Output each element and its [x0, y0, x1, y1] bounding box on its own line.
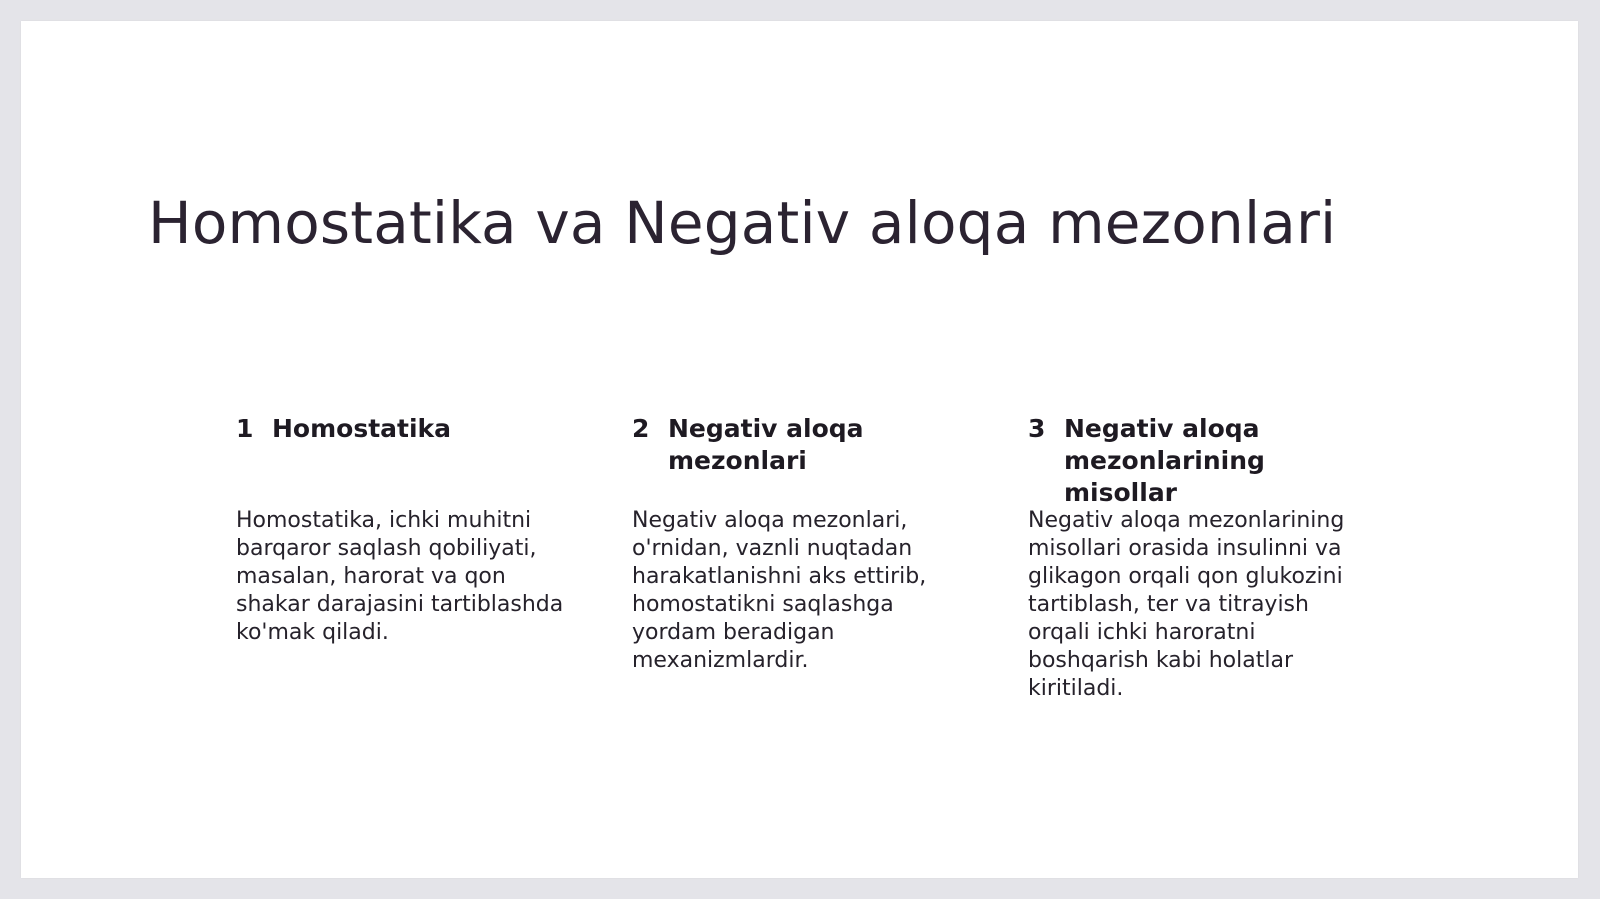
item-text: Negativ aloqa mezonlarining misollari orasida insulinni va glikagon orqali qon glukozini tartiblash, ter va titrayish orqali ichki haroratni boshqarish kabi holatlar kiritiladi. [1028, 508, 1345, 701]
item-text: Negativ aloqa mezonlari, o'rnidan, vaznli nuqtadan harakatlanishni aks ettirib, homostatikni saqlashga yordam beradigan mexanizmlardir. [632, 508, 927, 673]
item-heading: Homostatika [272, 414, 452, 443]
item-number: 2 [632, 414, 650, 443]
item-heading: Negativ aloqa mezonlari [668, 414, 864, 475]
slide-title: Homostatika va Negativ aloqa mezonlari [148, 189, 1337, 257]
item-number: 1 [236, 414, 254, 443]
item-header [632, 413, 972, 493]
item-homostatika [236, 413, 576, 645]
item-heading: Negativ aloqa mezonlarining misollar [1064, 414, 1265, 507]
item-text: Homostatika, ichki muhitni barqaror saqlash qobiliyati, masalan, harorat va qon shakar darajasini tartiblashda ko'mak qiladi. [236, 508, 564, 645]
item-header [1028, 413, 1368, 507]
item-number: 3 [1028, 414, 1046, 443]
slide [21, 21, 1578, 878]
item-negativ-aloqa-mezonlari [632, 413, 972, 673]
item-negativ-aloqa-misollar [1028, 413, 1368, 701]
item-header [236, 413, 576, 493]
